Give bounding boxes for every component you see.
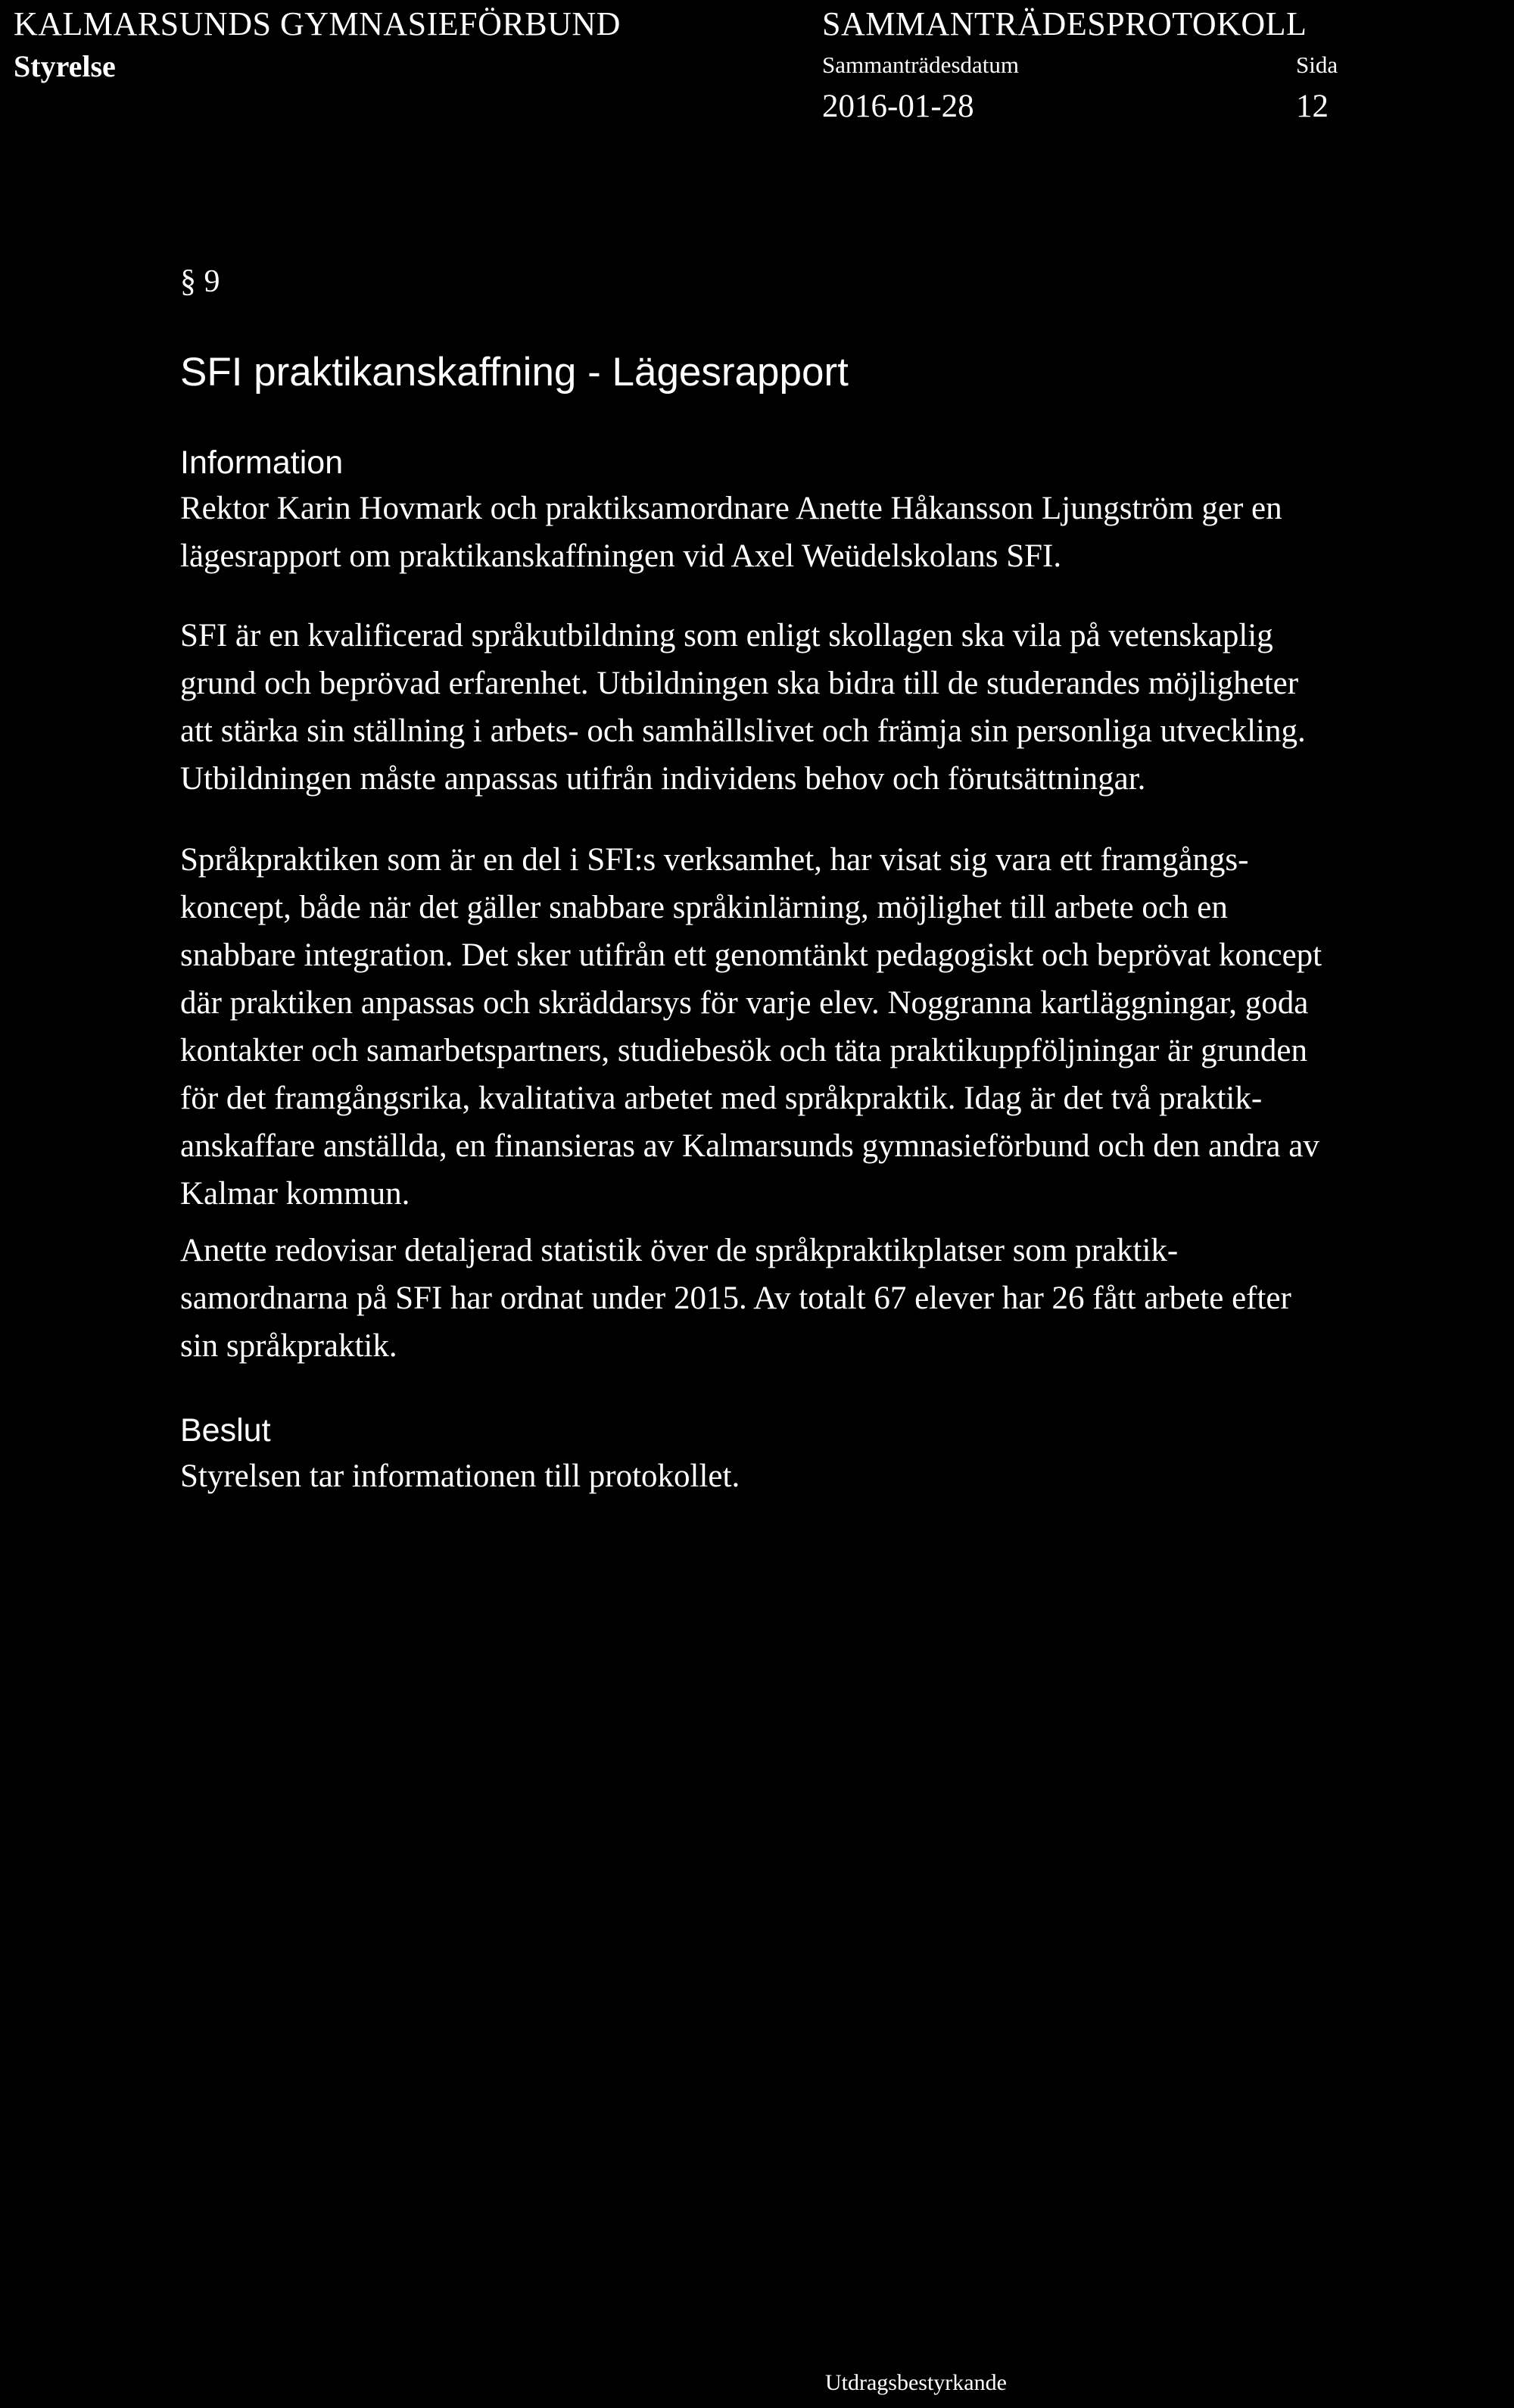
paragraph-line: SFI är en kvalificerad språkutbildning som enligt skollagen ska vila på vetenskaplig [180, 618, 1273, 653]
paragraph-line: lägesrapport om praktikanskaffningen vid Axel Weüdelskolans SFI. [180, 538, 1062, 574]
paragraph-line: för det framgångsrika, kvalitativa arbetet med språkpraktik. Idag är det två praktik- [180, 1081, 1263, 1116]
paragraph-2 [180, 612, 1512, 803]
decision-text [180, 1452, 1512, 1500]
paragraph-line: samordnarna på SFI har ordnat under 2015. Av totalt 67 elever har 26 fått arbete efter [180, 1280, 1291, 1316]
organization-unit: Styrelse [14, 49, 116, 83]
section-title: SFI praktikanskaffning - Lägesrapport [180, 350, 849, 395]
paragraph-3 [180, 836, 1512, 1218]
paragraph-line: Anette redovisar detaljerad statistik över de språkpraktikplatser som praktik- [180, 1233, 1179, 1268]
section-number: § 9 [180, 264, 220, 299]
paragraph-line: grund och beprövad erfarenhet. Utbildningen ska bidra till de studerandes möjligheter [180, 666, 1299, 701]
paragraph-4 [180, 1227, 1512, 1370]
footer-certification-label: Utdragsbestyrkande [825, 2370, 1007, 2395]
paragraph-line: att stärka sin ställning i arbets- och samhällslivet och främja sin personliga utveckling. [180, 713, 1306, 749]
page-number-label: Sida [1296, 51, 1338, 78]
paragraph-line: Kalmar kommun. [180, 1176, 410, 1212]
document-type: SAMMANTRÄDESPROTOKOLL [822, 5, 1307, 42]
page-number: 12 [1296, 89, 1329, 124]
paragraph-line: Utbildningen måste anpassas utifrån individens behov och förutsättningar. [180, 761, 1146, 797]
paragraph-line: Rektor Karin Hovmark och praktiksamordnare Anette Håkansson Ljungström ger en [180, 491, 1282, 526]
paragraph-line: snabbare integration. Det sker utifrån ett genomtänkt pedagogiskt och beprövat koncept [180, 937, 1322, 973]
paragraph-1 [180, 485, 1512, 580]
paragraph-line: sin språkpraktik. [180, 1328, 397, 1364]
organization-name: KALMARSUNDS GYMNASIEFÖRBUND [14, 5, 621, 42]
paragraph-line: kontakter och samarbetspartners, studiebesök och täta praktikuppföljningar är grunden [180, 1033, 1308, 1068]
paragraph-line: Styrelsen tar informationen till protokollet. [180, 1458, 740, 1494]
information-heading: Information [180, 444, 344, 481]
paragraph-line: där praktiken anpassas och skräddarsys för varje elev. Noggranna kartläggningar, goda [180, 985, 1309, 1021]
paragraph-line: anskaffare anställda, en finansieras av Kalmarsunds gymnasieförbund och den andra av [180, 1128, 1319, 1164]
paragraph-line: Språkpraktiken som är en del i SFI:s verksamhet, har visat sig vara ett framgångs- [180, 842, 1249, 878]
meeting-date-label: Sammanträdesdatum [822, 51, 1019, 78]
decision-heading: Beslut [180, 1412, 271, 1449]
meeting-date: 2016-01-28 [822, 89, 974, 124]
paragraph-line: koncept, både när det gäller snabbare språkinlärning, möjlighet till arbete och en [180, 890, 1228, 925]
